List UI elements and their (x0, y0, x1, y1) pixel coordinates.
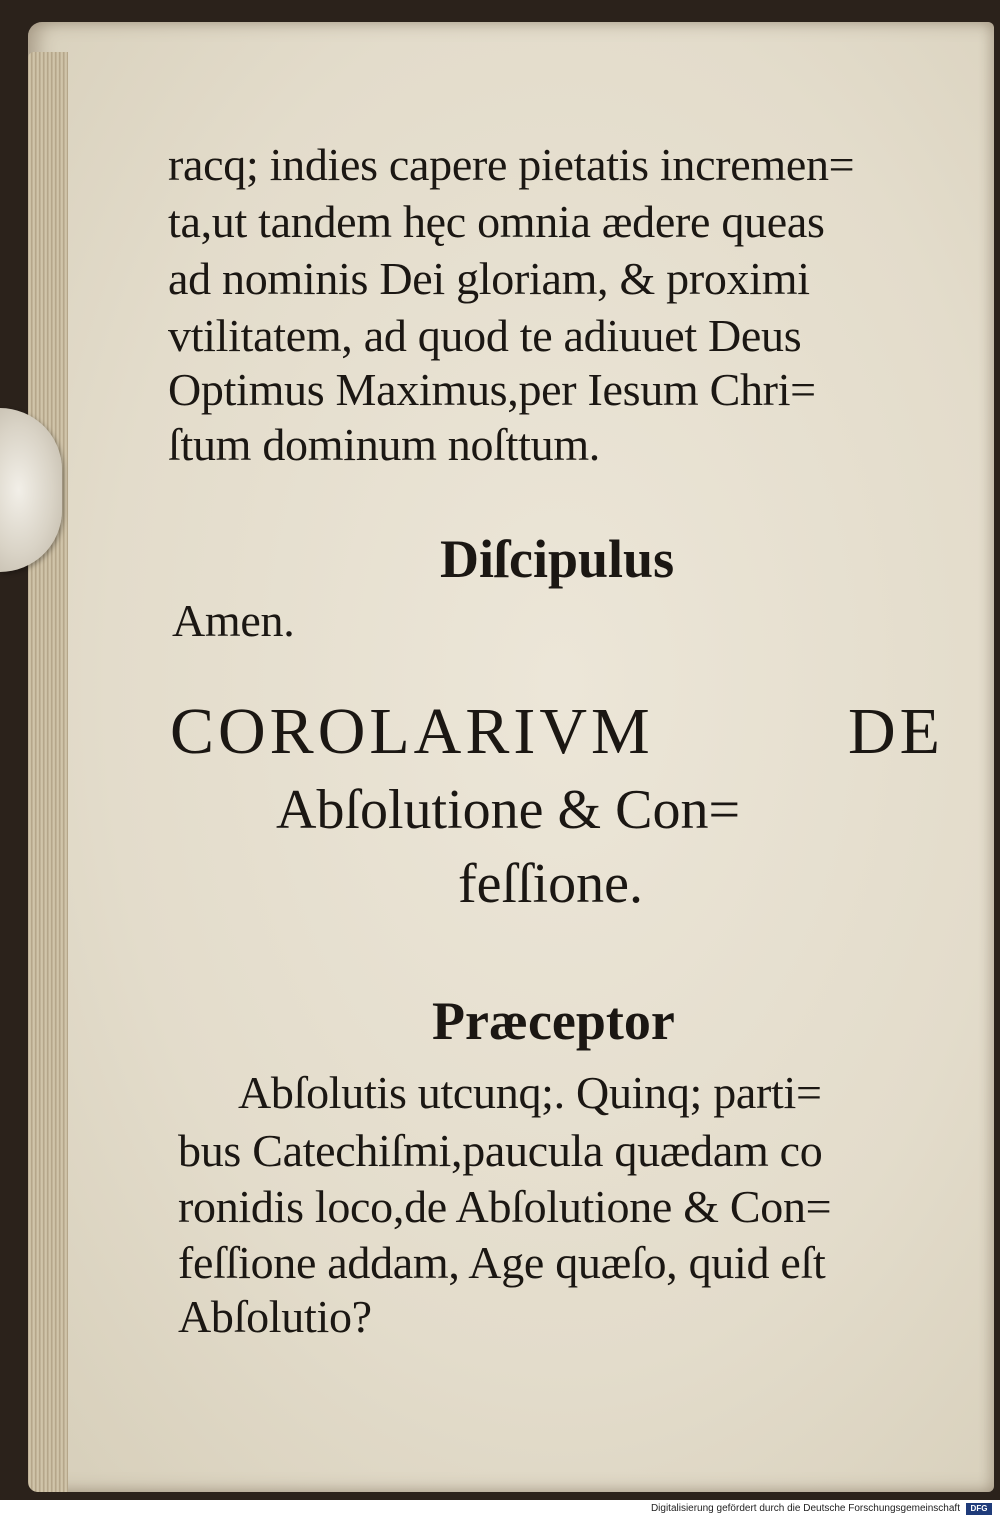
heading-corolarium: COROLARIVM (170, 695, 654, 768)
text-line-1: racq; indies capere pietatis incremen= (168, 139, 855, 190)
dfg-logo-icon: DFG (966, 1503, 992, 1515)
speaker-discipulus: Diſcipulus (440, 529, 675, 589)
heading-de: DE (848, 695, 944, 768)
amen-line: Amen. (172, 595, 295, 646)
text-line-2: ta,ut tandem hęc omnia ædere queas (168, 196, 825, 247)
footer-credit: Digitalisierung gefördert durch die Deutsche Forschungsgemeinschaft (650, 1503, 960, 1514)
para2-line-5: Abſolutio? (178, 1291, 372, 1342)
para2-line-2: bus Catechiſmi,paucula quædam co (178, 1125, 823, 1176)
para2-line-4: feſſione addam, Age quæſo, quid eſt (178, 1237, 826, 1288)
para2-line-3: ronidis loco,de Abſolutione & Con= (178, 1181, 832, 1232)
heading-confessione: feſſione. (458, 853, 644, 915)
para2-line-1: Abſolutis utcunq;. Quinq; parti= (238, 1067, 822, 1118)
text-line-5: Optimus Maximus,per Iesum Chri= (168, 364, 816, 415)
speaker-praeceptor: Præceptor (432, 991, 675, 1051)
page-edge (28, 52, 68, 1492)
text-line-3: ad nominis Dei gloriam, & proximi (168, 253, 810, 304)
heading-absolutione: Abſolutione & Con= (276, 779, 741, 841)
text-line-6: ſtum dominum noſttum. (168, 419, 601, 470)
footer-bar (0, 1500, 1000, 1518)
text-line-4: vtilitatem, ad quod te adiuuet Deus (168, 310, 802, 361)
